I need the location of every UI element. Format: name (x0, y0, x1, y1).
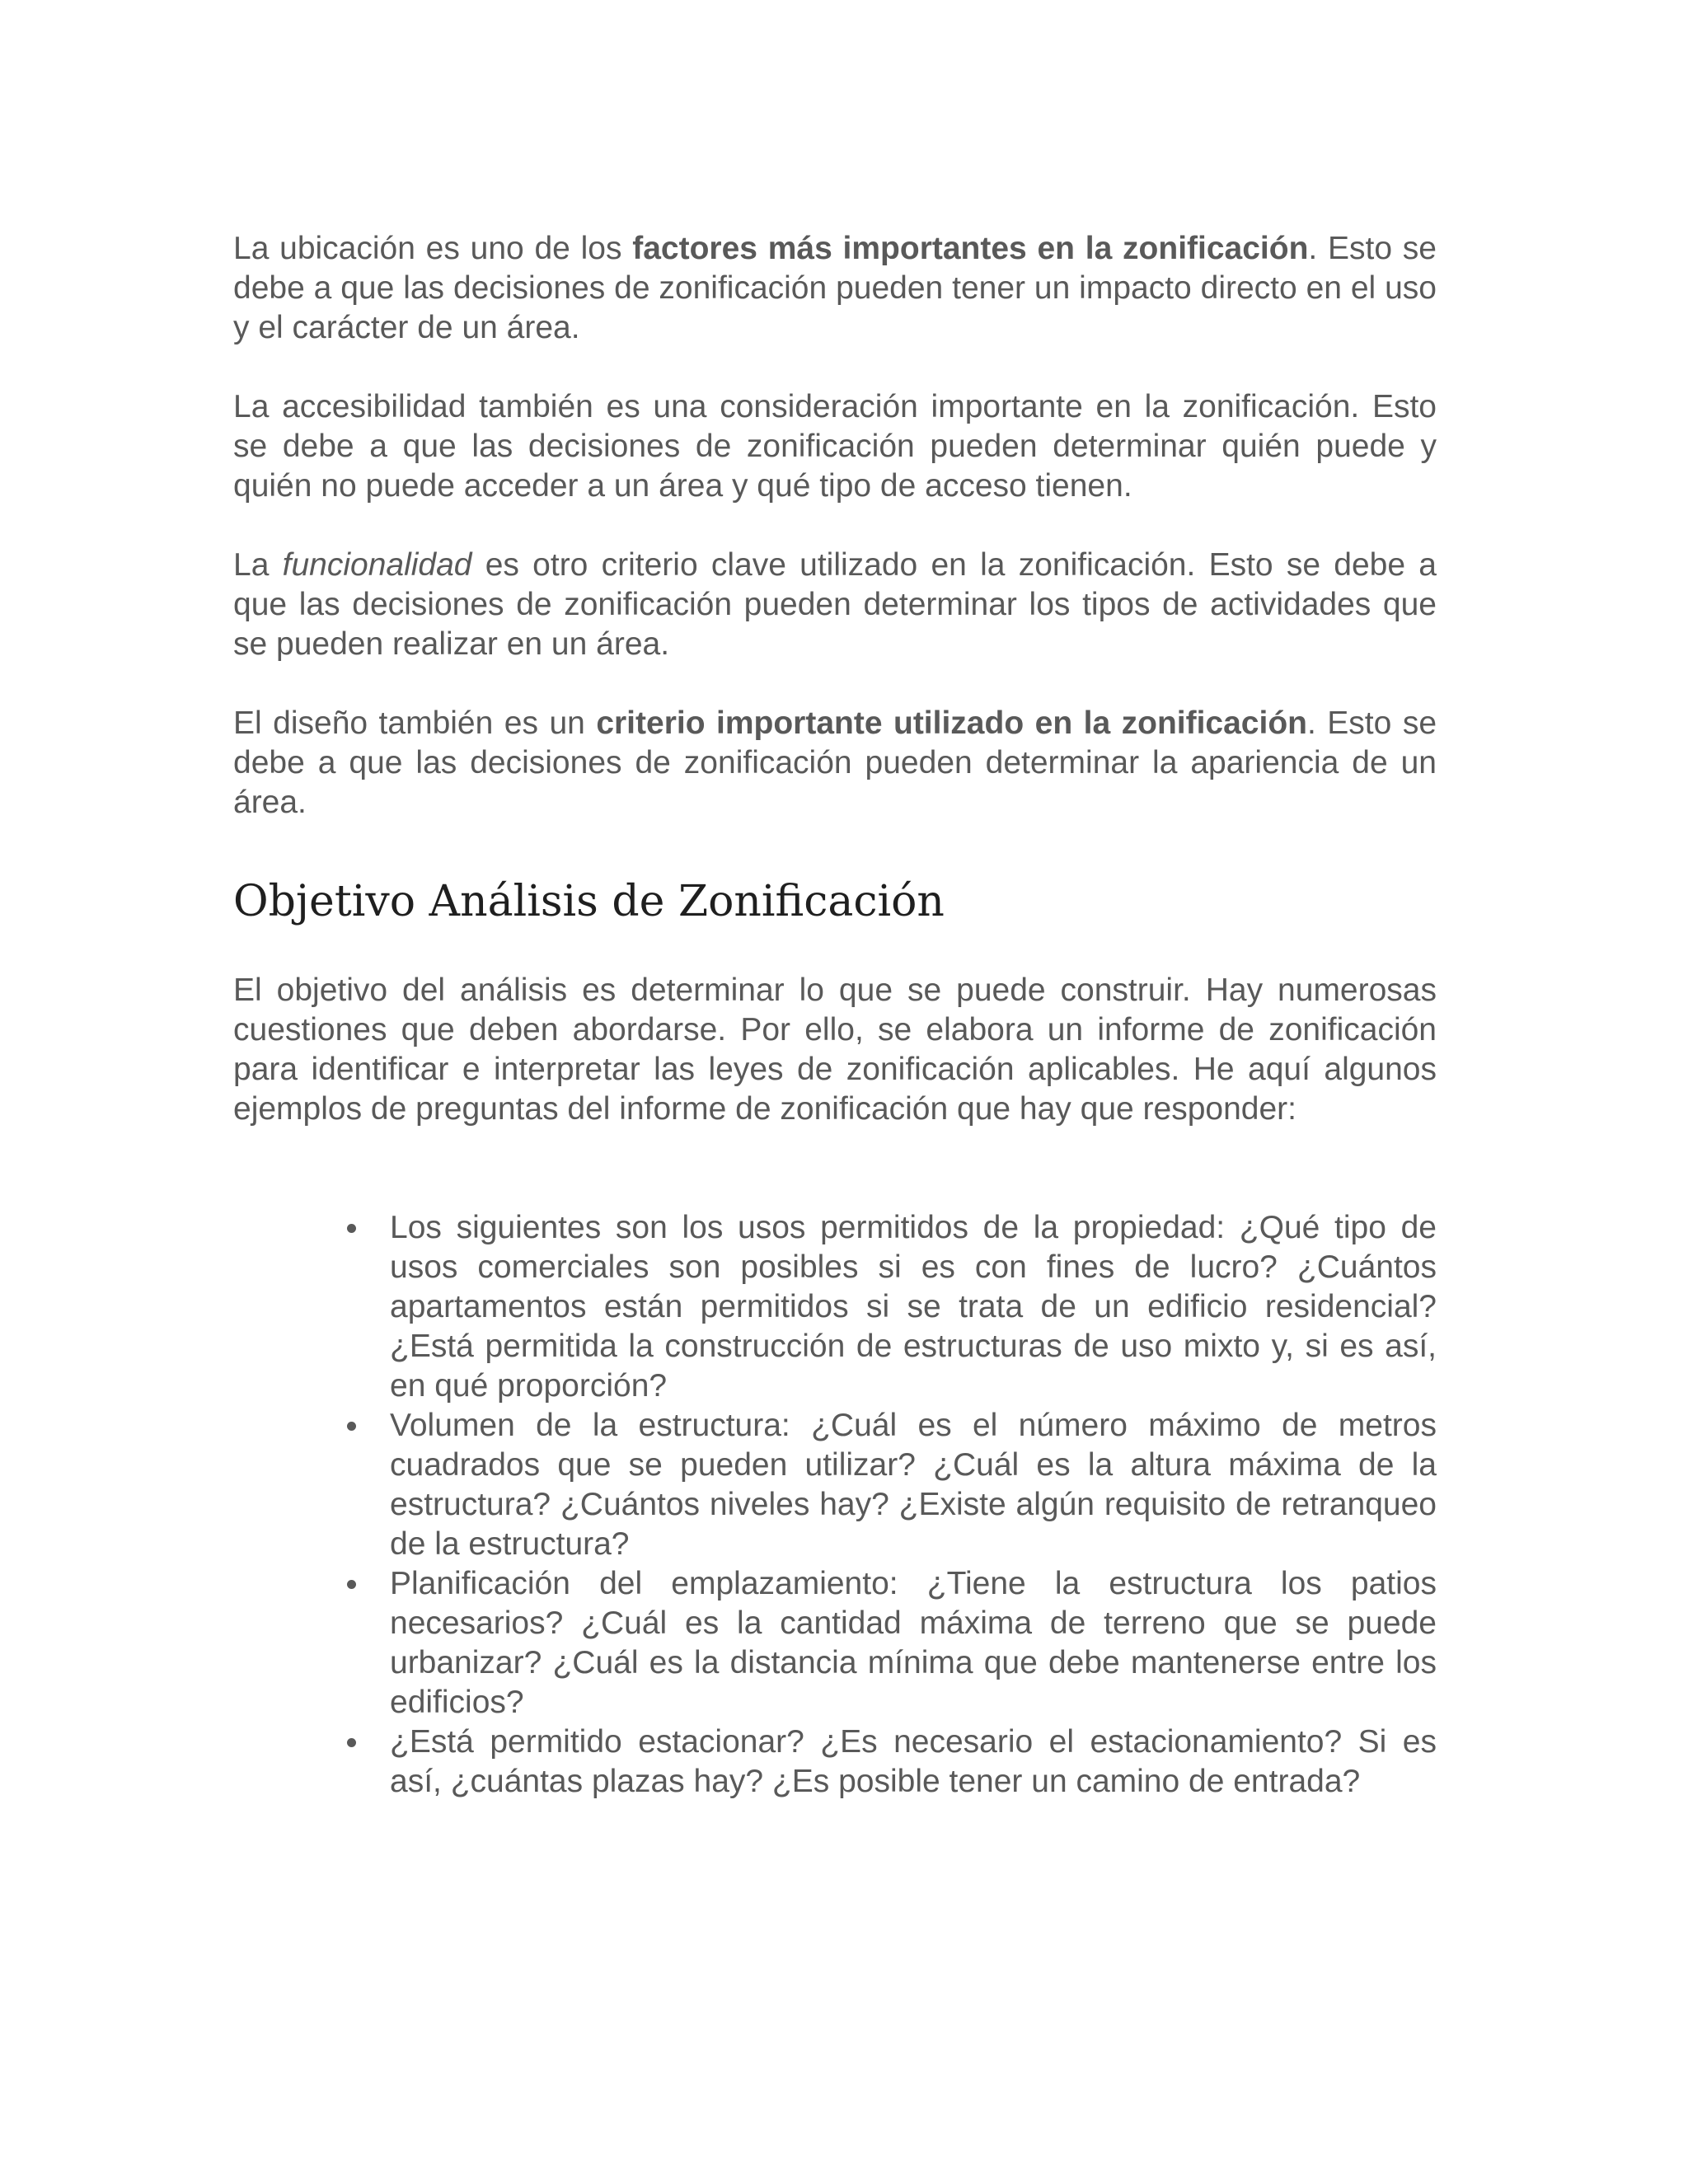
paragraph-functionality (233, 546, 1437, 664)
list-item (390, 1208, 1437, 1406)
bullet-icon (347, 1422, 356, 1431)
paragraph-text: es otro criterio clave utilizado en la zonificación. Esto se debe a que las decisiones de zonificación pueden determinar los tipos de actividades que se pueden realizar en un área. (233, 547, 1437, 662)
list-item-text: Planificación del emplazamiento: ¿Tiene la estructura los patios necesarios? ¿Cuál es la cantidad máxima de terreno que se puede urbanizar? ¿Cuál es la distancia mínima que debe mantenerse entre los edificios? (390, 1566, 1437, 1720)
paragraph-location (233, 229, 1437, 348)
italic-term: funcionalidad (282, 547, 472, 583)
paragraph-text: El diseño también es un (233, 705, 597, 741)
paragraph-design (233, 704, 1437, 823)
paragraph-accessibility: La accesibilidad también es una consideración importante en la zonificación. Esto se debe a que las decisiones de zonificación pueden determinar quién puede y quién no puede acceder a un área y qué tipo de acceso tienen. (233, 389, 1437, 504)
section-intro: El objetivo del análisis es determinar lo que se puede construir. Hay numerosas cuestiones que deben abordarse. Por ello, se elabora un informe de zonificación para identificar e interpretar las leyes de zonificación aplicables. He aquí algunos ejemplos de preguntas del informe de zonificación que hay que responder: (233, 972, 1437, 1127)
paragraph-text: . Esto se debe a que las decisiones de zonificación pueden determinar la apariencia de un área. (233, 705, 1437, 820)
bullet-icon (347, 1224, 356, 1233)
section-heading: Objetivo Análisis de Zonificación (233, 877, 945, 926)
document-body (233, 229, 1437, 1802)
bold-phrase: factores más importantes en la zonificación (632, 231, 1309, 266)
bullet-icon (347, 1738, 356, 1747)
list-item (390, 1406, 1437, 1564)
paragraph-text: . Esto se debe a que las decisiones de zonificación pueden tener un impacto directo en el uso y el carácter de un área. (233, 231, 1437, 345)
question-list (233, 1208, 1437, 1802)
list-item-text: ¿Está permitido estacionar? ¿Es necesario el estacionamiento? Si es así, ¿cuántas plazas hay? ¿Es posible tener un camino de entrada? (390, 1724, 1437, 1799)
paragraph-text: La (233, 547, 283, 583)
list-item (390, 1722, 1437, 1802)
bullet-icon (347, 1580, 356, 1589)
list-item-text: Volumen de la estructura: ¿Cuál es el número máximo de metros cuadrados que se pueden utilizar? ¿Cuál es la altura máxima de la estructura? ¿Cuántos niveles hay? ¿Existe algún requisito de retranqueo de la estructura? (390, 1408, 1437, 1562)
list-item-text: Los siguientes son los usos permitidos de la propiedad: ¿Qué tipo de usos comerciales son posibles si es con fines de lucro? ¿Cuántos apartamentos están permitidos si se trata de un edificio residencial? ¿Está permitida la construcción de estructuras de uso mixto y, si es así, en qué proporción? (390, 1210, 1437, 1404)
list-item (390, 1564, 1437, 1722)
paragraph-text: La ubicación es uno de los (233, 231, 633, 266)
bold-phrase: criterio importante utilizado en la zonificación (596, 705, 1307, 741)
